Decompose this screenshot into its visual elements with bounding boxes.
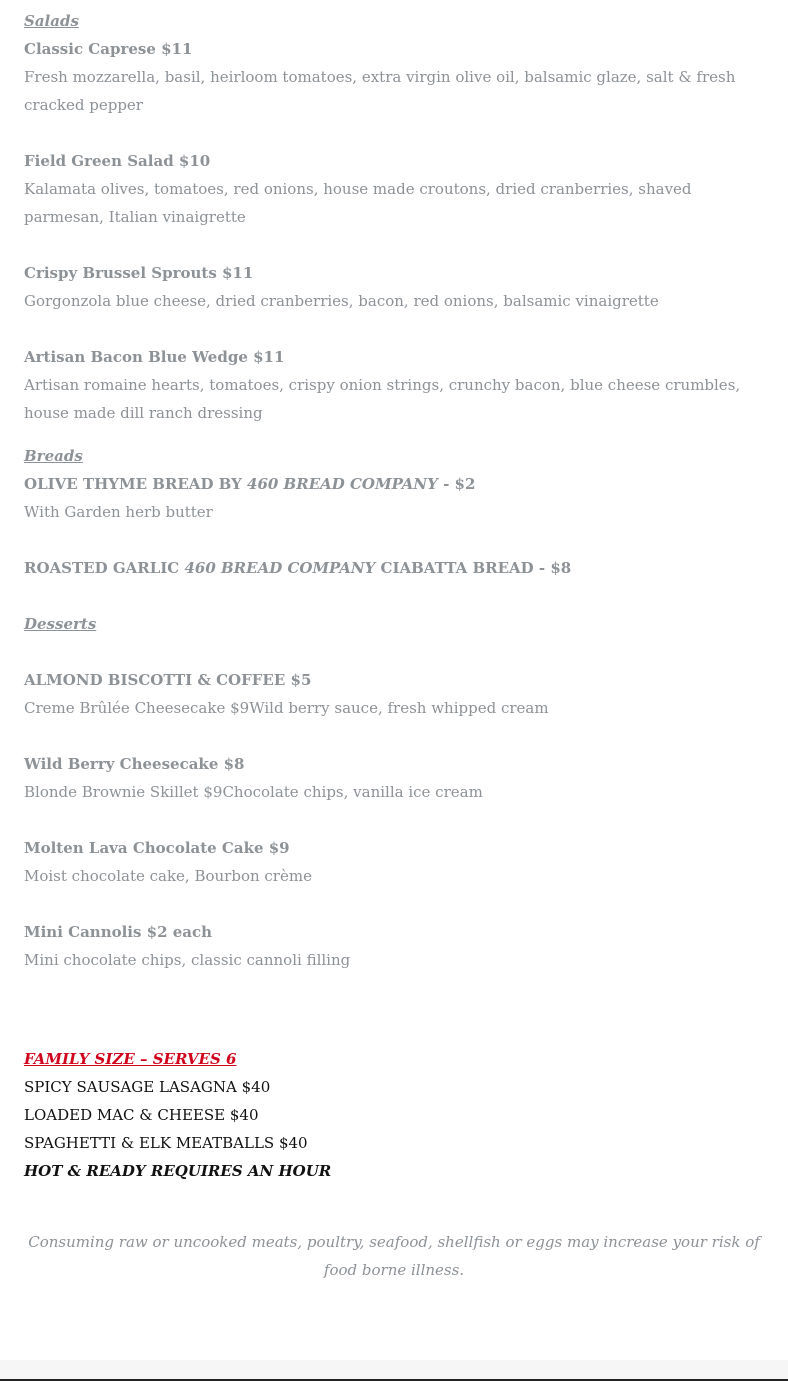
menu-item-description: Artisan romaine hearts, tomatoes, crispy onion strings, crunchy bacon, blue cheese crumbles, house made dill ranch dressing	[24, 376, 741, 422]
food-safety-disclaimer: Consuming raw or uncooked meats, poultry, seafood, shellfish or eggs may increase your risk of food borne illness.	[28, 1233, 760, 1279]
desserts-heading: Desserts	[24, 615, 97, 633]
menu-item-description: Blonde Brownie Skillet $9Chocolate chips, vanilla ice cream	[24, 783, 483, 801]
menu-item-description: Fresh mozzarella, basil, heirloom tomatoes, extra virgin olive oil, balsamic glaze, salt & fresh cracked pepper	[24, 68, 736, 114]
menu-item-description: Mini chocolate chips, classic cannoli filling	[24, 951, 351, 969]
bread-item-title	[24, 470, 475, 498]
menu-item-description: Moist chocolate cake, Bourbon crème	[24, 867, 312, 885]
salads-heading: Salads	[24, 12, 79, 30]
bread-company-name: 460 BREAD COMPANY	[184, 559, 376, 577]
menu-item-description: Kalamata olives, tomatoes, red onions, house made croutons, dried cranberries, shaved parmesan, Italian vinaigrette	[24, 180, 692, 226]
menu-item-description: Gorgonzola blue cheese, dried cranberries, bacon, red onions, balsamic vinaigrette	[24, 292, 659, 310]
bread-company-name: 460 BREAD COMPANY	[247, 475, 438, 493]
family-item: SPAGHETTI & ELK MEATBALLS $40	[24, 1134, 308, 1152]
menu-item-title: Mini Cannolis $2 each	[24, 923, 213, 941]
menu-item-title: ALMOND BISCOTTI & COFFEE $5	[24, 671, 312, 689]
bread-item-description: With Garden herb butter	[24, 503, 213, 521]
bread-price: CIABATTA BREAD - $8	[375, 559, 572, 577]
breads-heading: Breads	[24, 447, 83, 465]
menu-item-title: Wild Berry Cheesecake $8	[24, 755, 245, 773]
bread-price: - $2	[437, 475, 476, 493]
menu-item-title: Molten Lava Chocolate Cake $9	[24, 839, 290, 857]
family-size-heading: FAMILY SIZE – SERVES 6	[24, 1050, 237, 1068]
bread-title-part: OLIVE THYME BREAD BY	[24, 475, 248, 493]
bread-item-title	[24, 554, 571, 582]
menu-item-title: Crispy Brussel Sprouts $11	[24, 264, 254, 282]
family-item: LOADED MAC & CHEESE $40	[24, 1106, 259, 1124]
bread-title-part: ROASTED GARLIC	[24, 559, 185, 577]
menu-item-title: Artisan Bacon Blue Wedge $11	[24, 348, 285, 366]
menu-item-title: Field Green Salad $10	[24, 152, 211, 170]
menu-item-description: Creme Brûlée Cheesecake $9Wild berry sauce, fresh whipped cream	[24, 699, 549, 717]
menu-item-title: Classic Caprese $11	[24, 40, 193, 58]
family-item: SPICY SAUSAGE LASAGNA $40	[24, 1078, 271, 1096]
footer-bar	[0, 1360, 788, 1381]
family-note: HOT & READY REQUIRES AN HOUR	[24, 1162, 332, 1180]
